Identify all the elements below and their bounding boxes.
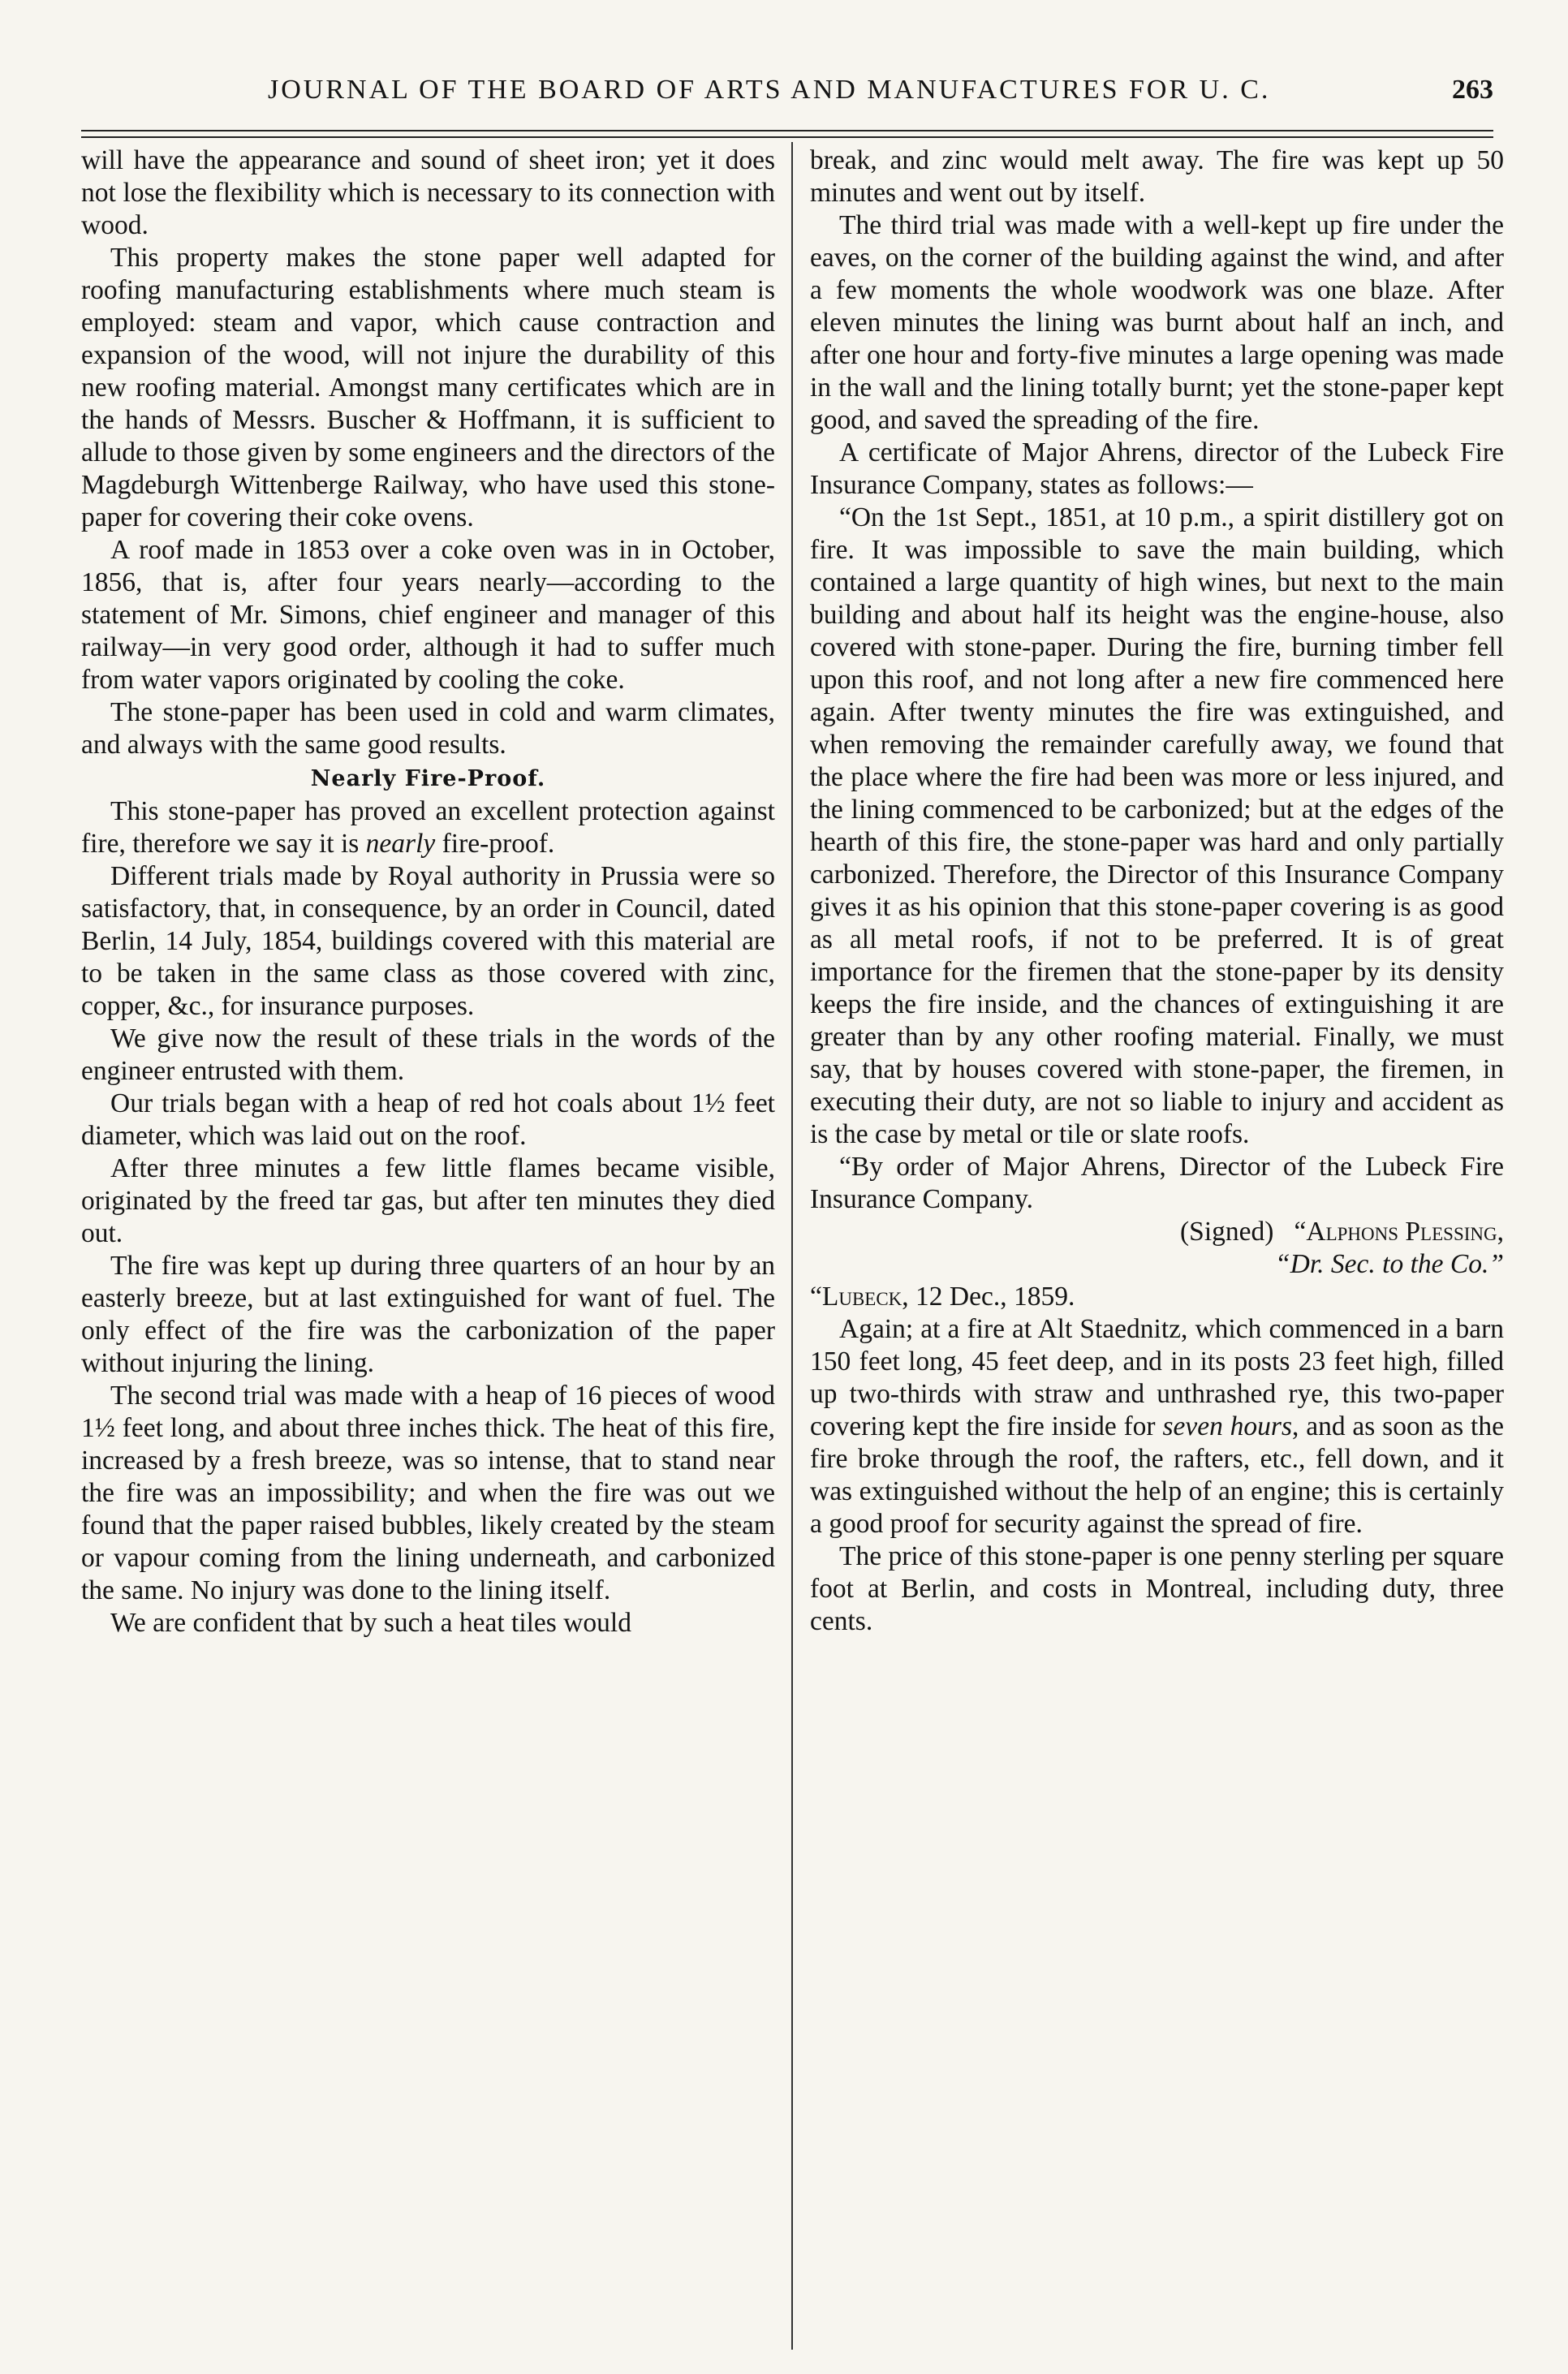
- place: “Lubeck,: [810, 1282, 909, 1312]
- header-rule-top: [81, 130, 1493, 131]
- paragraph: The third trial was made with a well-kept up fire under the eaves, on the corner of the building against the wind, and after a few moments the whole woodwork was one blaze. After eleven minutes the lining was burnt about half an inch, and after one hour and forty-five minutes a large opening was made in the wall and the lining totally burnt; yet the stone-paper kept good, and saved the spreading of the fire.: [810, 210, 1504, 435]
- paragraph: [810, 1313, 1504, 1540]
- paragraph: The price of this stone-paper is one penny sterling per square foot at Berlin, and costs in Montreal, including duty, three cents.: [810, 1541, 1504, 1636]
- signature-line: [810, 1216, 1504, 1248]
- paragraph: A roof made in 1853 over a coke oven was in in October, 1856, that is, after four years nearly—according to the statement of Mr. Simons, chief engineer and manager of this railway—in very good order, although it had to suffer much from water vapors originated by cooling the coke.: [81, 535, 775, 695]
- paragraph: We are confident that by such a heat tiles would: [110, 1608, 631, 1638]
- page-header: [81, 75, 1493, 123]
- signed-title: “Dr. Sec. to the Co.”: [1275, 1249, 1504, 1279]
- date: 12 Dec., 1859.: [908, 1282, 1075, 1312]
- signed-label: (Signed): [1180, 1217, 1274, 1247]
- emphasis: seven hours: [1162, 1411, 1292, 1441]
- left-column: [81, 144, 775, 2344]
- section-heading: Nearly Fire-Proof.: [310, 766, 546, 791]
- paragraph: The second trial was made with a heap of 16 pieces of wood 1½ feet long, and about three inches thick. The heat of this fire, increased by a fresh breeze, was so intense, that to stand near the fire was an impossibility; and when the fire was out we found that the paper raised bubbles, likely created by the steam or vapour coming from the lining underneath, and carbonized the same. No injury was done to the lining itself.: [81, 1381, 775, 1605]
- paragraph: “On the 1st Sept., 1851, at 10 p.m., a spirit distillery got on fire. It was impossible to save the main building, which contained a large quantity of high wines, but next to the main building and about half its height was the engine-house, also covered with stone-paper. During the fire, burning timber fell upon this roof, and not long after a new fire commenced here again. After twenty minutes the fire was extinguished, and when removing the remainder carefully away, we found that the place where the fire had been was more or less injured, and the lining commenced to be carbonized; but at the edges of the hearth of this fire, the stone-paper was hard and only partially carbonized. Therefore, the Director of this Insurance Company gives it as his opinion that this stone-paper covering is as good as all metal roofs, if not to be preferred. It is of great importance for the firemen that the stone-paper by its density keeps the fire inside, and the chances of extinguishing it are greater than by any other roofing material. Finally, we must say, that by houses covered with stone-paper, the firemen, in executing their duty, are not so liable to injury and accident as is the case by metal or tile or slate roofs.: [810, 502, 1504, 1149]
- text-run: , and as soon as the fire broke through the roof, the rafters, etc., fell down, and it was extinguished without the help of an engine; this is certainly a good proof for security against the spread of fire.: [810, 1411, 1504, 1539]
- signed-name: “Alphons Plessing,: [1294, 1217, 1504, 1247]
- text-run: fire-proof.: [435, 829, 555, 859]
- paragraph: The stone-paper has been used in cold and warm climates, and always with the same good results.: [81, 697, 775, 760]
- text-run: Again; at a fire at Alt Staednitz, which commenced in a barn 150 feet long, 45 feet deep, and in its posts 23 feet high, filled up two-thirds with straw and unthrashed rye, this two-paper covering kept the fire inside for: [810, 1314, 1504, 1441]
- paragraph: [81, 795, 775, 860]
- paragraph: This property makes the stone paper well adapted for roofing manufacturing establishments where much steam is employed: steam and vapor, which cause contraction and expansion of the wood, will not injure the durability of this new roofing material. Amongst many certificates which are in the hands of Messrs. Buscher & Hoffmann, it is sufficient to allude to those given by some engineers and the directors of the Magdeburgh Wittenberge Railway, who have used this stone-paper for covering their coke ovens.: [81, 243, 775, 532]
- paragraph: The fire was kept up during three quarters of an hour by an easterly breeze, but at last extinguished for want of fuel. The only effect of the fire was the carbonization of the paper without injuring the lining.: [81, 1251, 775, 1378]
- running-head: JOURNAL OF THE BOARD OF ARTS AND MANUFACTURES FOR U. C.: [268, 75, 1271, 105]
- paragraph: Different trials made by Royal authority in Prussia were so satisfactory, that, in consequence, by an order in Council, dated Berlin, 14 July, 1854, buildings covered with this material are to be taken in the same class as those covered with zinc, copper, &c., for insurance purposes.: [81, 861, 775, 1021]
- paragraph: After three minutes a few little flames became visible, originated by the freed tar gas, but after ten minutes they died out.: [81, 1153, 775, 1248]
- paragraph: “By order of Major Ahrens, Director of the Lubeck Fire Insurance Company.: [810, 1152, 1504, 1214]
- text-run: This stone-paper has proved an excellent protection against fire, therefore we say it is: [81, 796, 775, 859]
- signature-title: [810, 1248, 1504, 1281]
- right-column: [810, 144, 1504, 2344]
- emphasis: nearly: [365, 829, 436, 859]
- paragraph: A certificate of Major Ahrens, director of the Lubeck Fire Insurance Company, states as follows:—: [810, 437, 1504, 500]
- page-number: 263: [1452, 75, 1493, 105]
- place-date-line: [810, 1281, 1504, 1313]
- paragraph: will have the appearance and sound of sheet iron; yet it does not lose the flexibility which is necessary to its connection with wood.: [81, 145, 775, 240]
- column-divider: [791, 142, 793, 2350]
- header-rule-bottom: [81, 136, 1493, 138]
- paragraph: Our trials began with a heap of red hot coals about 1½ feet diameter, which was laid out on the roof.: [81, 1088, 775, 1151]
- paragraph: We give now the result of these trials in the words of the engineer entrusted with them.: [81, 1023, 775, 1086]
- paragraph: break, and zinc would melt away. The fire was kept up 50 minutes and went out by itself.: [810, 145, 1504, 208]
